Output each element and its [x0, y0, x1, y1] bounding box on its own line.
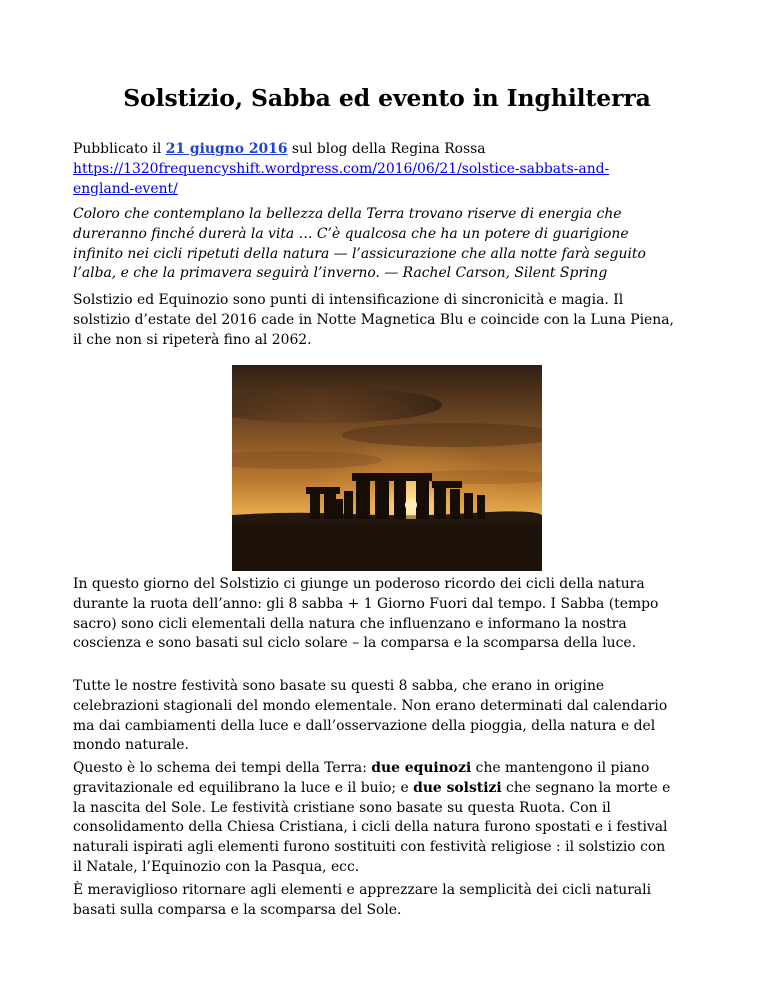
publication-prefix: Pubblicato il: [73, 141, 166, 157]
stonehenge-photo: [232, 365, 542, 571]
source-url-link-line2[interactable]: england-event/: [73, 180, 178, 197]
paragraph-line: In questo giorno del Solstizio ci giunge un poderoso ricordo dei cicli della natura: [73, 576, 645, 592]
text-segment: che segnano la morte e: [501, 779, 671, 796]
paragraph-line: Tutte le nostre festività sono basate su questi 8 sabba, che erano in origine: [73, 678, 605, 694]
quote-line: Coloro che contemplano la bellezza della Terra trovano riserve di energia che: [73, 206, 622, 222]
text-segment: Questo è lo schema dei tempi della Terra:: [73, 760, 372, 776]
paragraph-line: solstizio d’estate del 2016 cade in Notte Magnetica Blu e coincide con la Luna Piena,: [73, 311, 674, 328]
paragraph-line: durante la ruota dell’anno: gli 8 sabba + 1 Giorno Fuori dal tempo. I Sabba (tempo: [73, 595, 659, 612]
quote-line: infinito nei cicli ripetuti della natura — l’assicurazione che alla notte farà seguito: [73, 245, 646, 262]
paragraph-closing: [73, 881, 701, 921]
quote-line: l’alba, e che la primavera seguirà l’inverno. — Rachel Carson, Silent Spring: [73, 265, 608, 282]
bold-equinoxes: due equinozi: [371, 760, 472, 776]
text-segment: che mantengono il piano: [471, 760, 650, 776]
publication-info: [73, 140, 701, 199]
paragraph-line: [73, 779, 701, 799]
bold-solstices: due solstizi: [413, 779, 502, 796]
date-link[interactable]: 21 giugno 2016: [165, 141, 288, 157]
paragraph-line: celebrazioni stagionali del mondo elementale. Non erano determinati dal calendario: [73, 697, 668, 714]
paragraph-line: Solstizio ed Equinozio sono punti di intensificazione di sincronicità e magia. Il: [73, 292, 624, 308]
source-url-link-line1[interactable]: https://1320frequencyshift.wordpress.com/2016/06/21/solstice-sabbats-and-: [73, 160, 610, 177]
publication-line: [73, 140, 701, 160]
paragraph-line: il Natale, l’Equinozio con la Pasqua, ecc.: [73, 858, 360, 875]
quote-line: dureranno finché durerà la vita … C’è qualcosa che ha un potere di guarigione: [73, 225, 629, 242]
paragraph-line: sacro) sono cicli elementali della natura che influenzano e informano la nostra: [73, 615, 627, 632]
paragraph-line: naturali ispirati agli elementi furono sostituiti con festività religiose : il solstizio con: [73, 839, 666, 856]
paragraph-line: È meraviglioso ritornare agli elementi e apprezzare la semplicità dei cicli naturali: [73, 882, 652, 898]
paragraph-line: consolidamento della Chiesa Cristiana, i cicli della natura furono spostati e i festival: [73, 819, 668, 836]
paragraph-intro: [73, 291, 701, 350]
publication-suffix: sul blog della Regina Rossa: [287, 141, 486, 157]
paragraph-line: il che non si ripeterà fino al 2062.: [73, 331, 312, 348]
epigraph-quote: [73, 205, 701, 284]
paragraph-line: basati sulla comparsa e la scomparsa del Sole.: [73, 901, 402, 918]
paragraph-line: ma dai cambiamenti della luce e dall’osservazione della pioggia, della natura e del: [73, 717, 656, 734]
paragraph-earth-times: [73, 759, 701, 878]
paragraph-line: mondo naturale.: [73, 737, 189, 754]
paragraph-festivities: [73, 677, 701, 756]
text-segment: gravitazionale ed equilibrano la luce e il buio; e: [73, 779, 414, 796]
paragraph-solstice: [73, 575, 701, 654]
paragraph-line: coscienza e sono basati sul ciclo solare – la comparsa e la scomparsa della luce.: [73, 635, 637, 652]
page-title: Solstizio, Sabba ed evento in Inghilterra: [123, 84, 651, 112]
paragraph-line: [73, 759, 701, 779]
paragraph-line: la nascita del Sole. Le festività cristiane sono basate su questa Ruota. Con il: [73, 799, 611, 816]
